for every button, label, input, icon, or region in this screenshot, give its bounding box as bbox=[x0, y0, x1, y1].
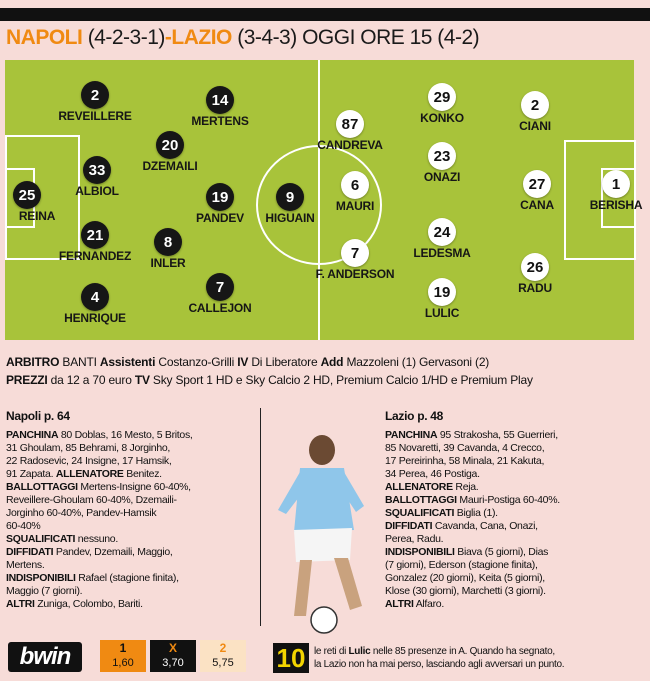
head bbox=[309, 435, 335, 465]
text: Biava (5 giorni), Dias bbox=[457, 546, 549, 558]
text: (7 giorni), Ederson (stagione finita), bbox=[385, 559, 538, 571]
iv-value: Di Liberatore bbox=[251, 355, 318, 369]
text: 60-40% bbox=[6, 520, 41, 532]
text: nessuno. bbox=[77, 533, 118, 545]
odd-away-value: 5,75 bbox=[212, 657, 234, 669]
player-number: 33 bbox=[83, 156, 111, 184]
player-number: 1 bbox=[602, 170, 630, 198]
prices-label: PREZZI bbox=[6, 373, 48, 387]
player-photo bbox=[264, 420, 380, 640]
text: Maggio (7 giorni). bbox=[6, 585, 83, 597]
player-name: PANDEV bbox=[196, 211, 244, 225]
shorts bbox=[294, 528, 352, 562]
add-label: Add bbox=[320, 355, 344, 369]
player-number: 25 bbox=[13, 181, 41, 209]
text: Gonzalez (20 giorni), Keita (5 giorni), bbox=[385, 572, 545, 584]
player-number: 26 bbox=[521, 253, 549, 281]
player-name: LEDESMA bbox=[413, 246, 471, 260]
player-number: 2 bbox=[81, 81, 109, 109]
odd-away-label: 2 bbox=[219, 641, 227, 655]
left-leg bbox=[294, 560, 312, 616]
player-name: RADU bbox=[518, 281, 552, 295]
assistenti-label: Assistenti bbox=[99, 355, 156, 369]
player-number: 87 bbox=[336, 110, 364, 138]
column-divider bbox=[260, 408, 261, 626]
player-number: 24 bbox=[428, 218, 456, 246]
top-bar bbox=[0, 8, 650, 21]
label: BALLOTTAGGI bbox=[6, 481, 78, 493]
player-number: 19 bbox=[206, 183, 234, 211]
label: BALLOTTAGGI bbox=[385, 494, 457, 506]
odd-draw bbox=[150, 640, 196, 672]
home-team: NAPOLI bbox=[6, 26, 83, 49]
prices-line bbox=[6, 373, 533, 387]
player-number: 7 bbox=[341, 239, 369, 267]
player-number: 23 bbox=[428, 142, 456, 170]
player-name: FERNANDEZ bbox=[58, 249, 132, 263]
player-name: F. ANDERSON bbox=[315, 267, 395, 281]
tv-label: TV bbox=[134, 373, 150, 387]
text: 91 Zapata. bbox=[6, 468, 54, 480]
label: INDISPONIBILI bbox=[385, 546, 455, 558]
text: Perea, Radu. bbox=[385, 533, 444, 545]
label: ALTRI bbox=[6, 598, 35, 610]
tv-value: Sky Sport 1 HD e Sky Calcio 2 HD, Premium Calcio 1/HD e Premium Play bbox=[152, 373, 533, 387]
arbitro-label: ARBITRO bbox=[6, 355, 60, 369]
text: Benitez. bbox=[126, 468, 162, 480]
stat-line2: la Lazio non ha mai perso, lasciando agli avversari un punto. bbox=[314, 659, 565, 670]
away-team: LAZIO bbox=[171, 26, 232, 49]
player-number: 9 bbox=[276, 183, 304, 211]
text: Zuniga, Colombo, Bariti. bbox=[37, 598, 143, 610]
text: 85 Novaretti, 39 Cavanda, 4 Crecco, bbox=[385, 442, 545, 454]
pitch bbox=[5, 60, 643, 340]
player-number: 20 bbox=[156, 131, 184, 159]
player-number: 2 bbox=[521, 91, 549, 119]
text: Reja. bbox=[455, 481, 479, 493]
label: PANCHINA bbox=[385, 429, 438, 441]
officials-line bbox=[6, 355, 489, 369]
player-name: CALLEJON bbox=[188, 301, 252, 315]
text: Mauri-Postiga 60-40%. bbox=[459, 494, 560, 506]
add-value: Mazzoleni (1) Gervasoni (2) bbox=[346, 355, 490, 369]
prices-value: da 12 a 70 euro bbox=[50, 373, 132, 387]
player-number: 7 bbox=[206, 273, 234, 301]
text: Rafael (stagione finita), bbox=[78, 572, 179, 584]
bwin-logo: bwin bbox=[8, 642, 82, 672]
text: 34 Perea, 46 Postiga. bbox=[385, 468, 480, 480]
assistenti-value: Costanzo-Grilli bbox=[158, 355, 235, 369]
player-number: 29 bbox=[428, 83, 456, 111]
player-name: MERTENS bbox=[191, 114, 249, 128]
player-name: BERISHA bbox=[589, 198, 643, 212]
iv-label: IV bbox=[237, 355, 249, 369]
odd-home bbox=[100, 640, 146, 672]
player-name: CIANI bbox=[519, 119, 551, 133]
label: DIFFIDATI bbox=[6, 546, 54, 558]
text: Mertens. bbox=[6, 559, 45, 571]
title-dash: - bbox=[164, 26, 172, 49]
stat-number: 10 bbox=[273, 643, 309, 673]
text: Reveillere-Ghoulam 60-40%, Dzemaili- bbox=[6, 494, 177, 506]
napoli-info bbox=[6, 410, 256, 611]
player-number: 8 bbox=[154, 228, 182, 256]
label: ALTRI bbox=[385, 598, 414, 610]
stat-line1-name: Lulic bbox=[348, 646, 371, 657]
label: SQUALIFICATI bbox=[6, 533, 76, 545]
label: ALLENATORE bbox=[55, 468, 124, 480]
text: Biglia (1). bbox=[456, 507, 498, 519]
text: 22 Radosevic, 24 Insigne, 17 Hamsik, bbox=[6, 455, 172, 467]
label: SQUALIFICATI bbox=[385, 507, 455, 519]
home-formation: (4-2-3-1) bbox=[87, 26, 165, 49]
away-formation: (3-4-3) bbox=[237, 26, 297, 49]
player-number: 4 bbox=[81, 283, 109, 311]
arbitro-value: BANTI bbox=[62, 355, 97, 369]
text: 31 Ghoulam, 85 Behrami, 8 Jorginho, bbox=[6, 442, 171, 454]
text: 17 Pereirinha, 58 Minala, 21 Kakuta, bbox=[385, 455, 545, 467]
stat-line1-post: nelle 85 presenze in A. Quando ha segnato, bbox=[370, 646, 555, 657]
stat-line1-pre: le reti di bbox=[314, 646, 349, 657]
player-name: CANDREVA bbox=[317, 138, 383, 152]
player-name: KONKO bbox=[420, 111, 464, 125]
match-title bbox=[6, 26, 479, 50]
player-name: MAURI bbox=[335, 199, 375, 213]
odd-home-value: 1,60 bbox=[112, 657, 134, 669]
text: 80 Doblas, 16 Mesto, 5 Britos, bbox=[60, 429, 193, 441]
odd-home-label: 1 bbox=[119, 641, 127, 655]
player-number: 6 bbox=[341, 171, 369, 199]
player-name: DZEMAILI bbox=[142, 159, 198, 173]
text: Klose (30 giorni), Marchetti (3 giorni). bbox=[385, 585, 546, 597]
ball bbox=[311, 607, 337, 633]
label: INDISPONIBILI bbox=[6, 572, 76, 584]
player-name: HIGUAIN bbox=[265, 211, 315, 225]
lazio-info-title: Lazio p. 48 bbox=[385, 409, 444, 423]
label: PANCHINA bbox=[6, 429, 59, 441]
player-name: INLER bbox=[150, 256, 186, 270]
right-leg bbox=[334, 558, 362, 610]
label: DIFFIDATI bbox=[385, 520, 433, 532]
stat-note bbox=[314, 645, 564, 671]
kickoff-details: OGGI ORE 15 (4-2) bbox=[302, 26, 480, 49]
text: Jorginho 60-40%, Pandev-Hamsik bbox=[6, 507, 157, 519]
player-name: REVEILLERE bbox=[58, 109, 132, 123]
text: Cavanda, Cana, Onazi, bbox=[434, 520, 538, 532]
odd-draw-label: X bbox=[168, 641, 177, 655]
player-number: 14 bbox=[206, 86, 234, 114]
text: Pandev, Dzemaili, Maggio, bbox=[55, 546, 173, 558]
lazio-info bbox=[385, 410, 643, 611]
odd-draw-value: 3,70 bbox=[162, 657, 184, 669]
napoli-info-title: Napoli p. 64 bbox=[6, 409, 70, 423]
player-name: CANA bbox=[520, 198, 554, 212]
odd-away bbox=[200, 640, 246, 672]
player-name: REINA bbox=[18, 209, 56, 223]
player-number: 19 bbox=[428, 278, 456, 306]
player-name: ALBIOL bbox=[75, 184, 119, 198]
player-name: HENRIQUE bbox=[64, 311, 126, 325]
text: Mertens-Insigne 60-40%, bbox=[80, 481, 191, 493]
label: ALLENATORE bbox=[385, 481, 453, 493]
player-name: LULIC bbox=[424, 306, 460, 320]
player-name: ONAZI bbox=[423, 170, 461, 184]
text: 95 Strakosha, 55 Guerrieri, bbox=[439, 429, 558, 441]
player-number: 27 bbox=[523, 170, 551, 198]
player-number: 21 bbox=[81, 221, 109, 249]
text: Alfaro. bbox=[415, 598, 444, 610]
